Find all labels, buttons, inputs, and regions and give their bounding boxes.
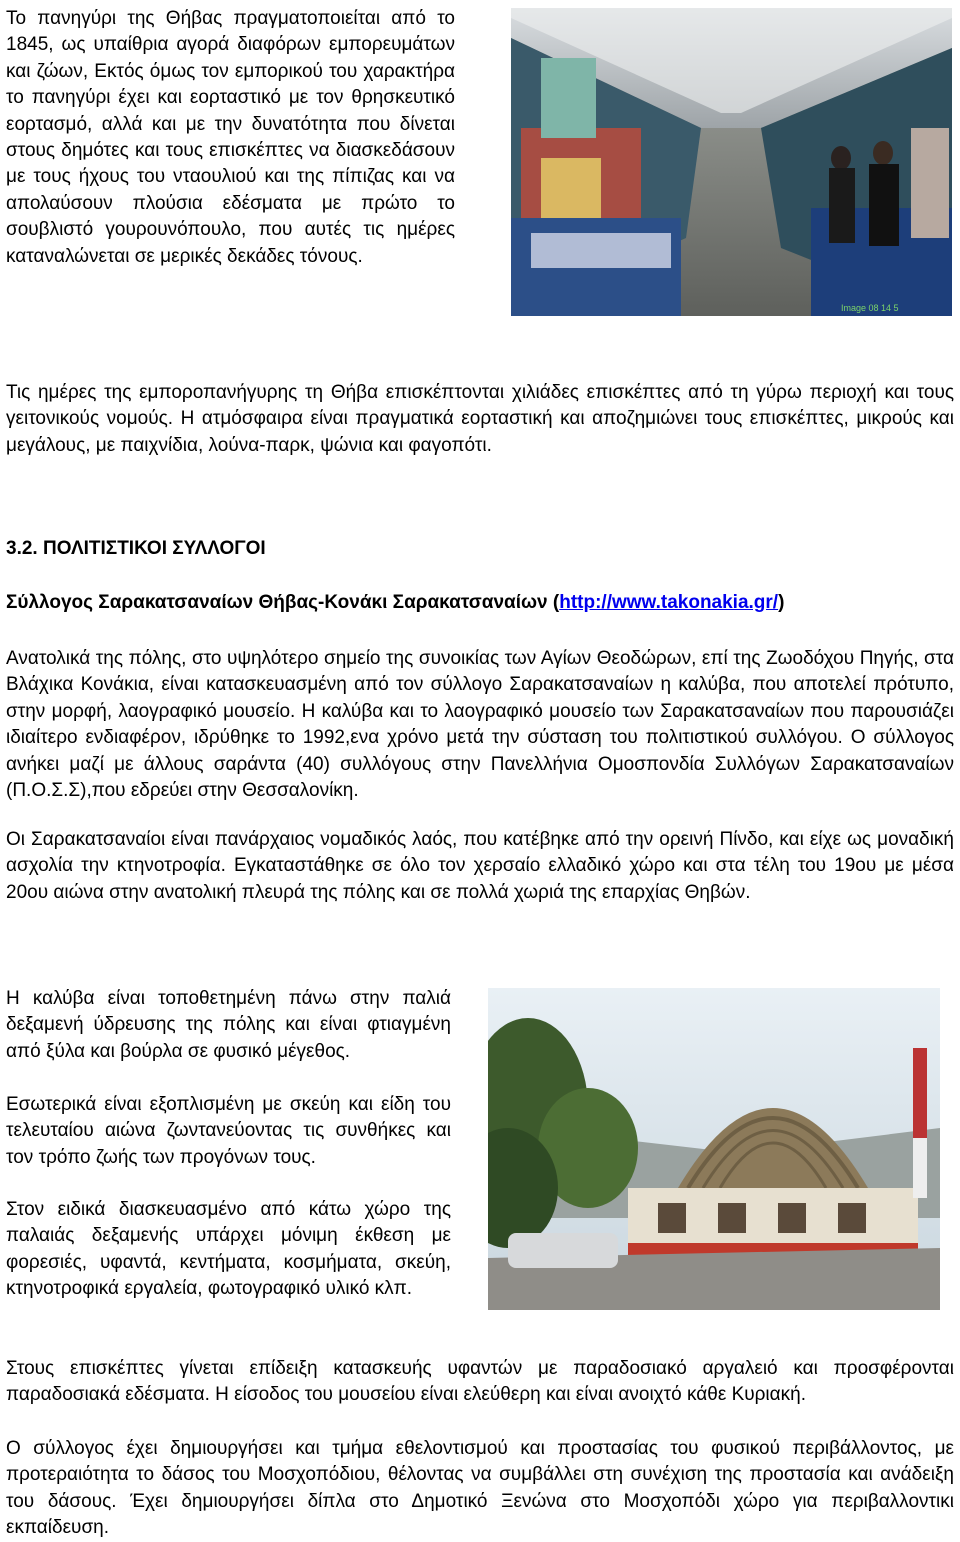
hut-paragraph-2: Εσωτερικά είναι εξοπλισμένη με σκεύη και είδη του τελευταίου αιώνα ζωντανεύοντας τις συνθήκες και τον τρόπο ζωής των προγόνων τους. [6,1094,451,1168]
closing-paragraph-2: Ο σύλλογος έχει δημιουργήσει και τμήμα εθελοντισμού και προστασίας του φυσικού περιβάλλοντος, με προτεραιότητα το δάσος του Μοσχοπόδιου, θέλοντας να συμβάλλει στη συνέχιση της προστασία και ανάδειξη του δάσους. Έχει δημιουργήσει δίπλα στο Δημοτικό Ξενώνα στο Μοσχοπόδι χώρο για περιβαλλοντικι εκπαίδευση. [6,1438,954,1539]
closing-paragraph-1: Στους επισκέπτες γίνεται επίδειξη κατασκευής υφαντών με παραδοσιακό αργαλειό και προσφέρονται παραδοσιακά εδέσματα. Η είσοδος του μουσείου είναι ελεύθερη και είναι ανοιχτό κάθε Κυριακή. [6,1358,954,1406]
hut-photo-illustration [488,988,940,1310]
association-name: Σύλλογος Σαρακατσαναίων Θήβας-Κονάκι Σαρακατσαναίων ( [6,592,560,613]
association-title [6,592,784,614]
market-photo [511,8,952,316]
section-heading: 3.2. ΠΟΛΙΤΙΣΤΙΚΟΙ ΣΥΛΛΟΓΟΙ [6,538,266,559]
intro-paragraph: Το πανηγύρι της Θήβας πραγματοποιείται από το 1845, ως υπαίθρια αγορά διαφόρων εμπορευμάτων και ζώων, Εκτός όμως τον εμπορικού του χαρακτήρα το πανηγύρι έχει και εορταστικό με τον θρησκευτικό εορτασμό, αλλά και με την δυνατότητα που δίνεται στους δημότες και τους επισκέπτες να διασκεδάσουν με τους ήχους του νταουλιού και της πίπιζας και να απολαύσουν πλούσια εδέσματα με πρώτο το σουβλιστό γουρουνόπουλο, που αυτές τις ημέρες καταναλώνεται σε μερικές δεκάδες τόνους. [6,8,455,267]
hut-paragraph-3: Στον ειδικά διασκευασμένο από κάτω χώρο της παλαιάς δεξαμενής υπάρχει μόνιμη έκθεση με φορεσιές, υφαντά, κεντήματα, κοσμήματα, σκεύη, κτηνοτροφικά εργαλεία, φωτογραφικό υλικό κλπ. [6,1199,451,1300]
photo-date-stamp: Image 08 14 5 [841,303,899,313]
hut-paragraph-1: Η καλύβα είναι τοποθετημένη πάνω στην παλιά δεξαμενή ύδρευσης της πόλης και είναι φτιαγμένη από ξύλα και βούρλα σε φυσικό μέγεθος. [6,988,451,1062]
visitors-paragraph: Τις ημέρες της εμποροπανήγυρης τη Θήβα επισκέπτονται χιλιάδες επισκέπτες από τη γύρω περιοχή και τους γειτονικούς νομούς. Η ατμόσφαιρα είναι πραγματικά εορταστική και αποζημιώνει τους επισκέπτες, μικρούς και μεγάλους, με παιχνίδια, λούνα-παρκ, ψώνια και φαγοπότι. [6,382,954,456]
hut-photo [488,988,940,1310]
association-link[interactable]: http://www.takonakia.gr/ [559,592,779,613]
association-name-close: ) [778,592,785,613]
market-photo-illustration [511,8,952,316]
association-paragraph-2: Οι Σαρακατσαναίοι είναι πανάρχαιος νομαδικός λαός, που κατέβηκε από την ορεινή Πίνδο, και είχε ως μοναδική ασχολία την κτηνοτροφία. Εγκαταστάθηκε σε όλο τον χερσαίο ελλαδικό χώρο και στα τέλη του 19ου με μέσα 20ου αιώνα στην ανατολική πλευρά της πόλης και σε πολλά χωριά της επαρχίας Θηβών. [6,829,954,903]
association-paragraph-1: Ανατολικά της πόλης, στο υψηλότερο σημείο της συνοικίας των Αγίων Θεοδώρων, επί της Ζωοδόχου Πηγής, στα Βλάχικα Κονάκια, είναι κατασκευασμένη από τον σύλλογο Σαρακατσαναίων η καλύβα, που αποτελεί πρότυπο, στην μορφή, λαογραφικό μουσείο. Η καλύβα και το λαογραφικό μουσείο των Σαρακατσαναίων που παρουσιάζει ιδιαίτερο ενδιαφέρον, ιδρύθηκε το 1992,ενα χρόνο μετά την σύσταση του πολιτιστικού συλλόγου. Ο σύλλογος ανήκει μαζί με άλλους σαράντα (40) συλλόγους στην Πανελλήνια Ομοσπονδία Συλλόγων Σαρακατσαναίων (Π.Ο.Σ.Σ),που εδρεύει στην Θεσσαλονίκη. [6,648,954,802]
